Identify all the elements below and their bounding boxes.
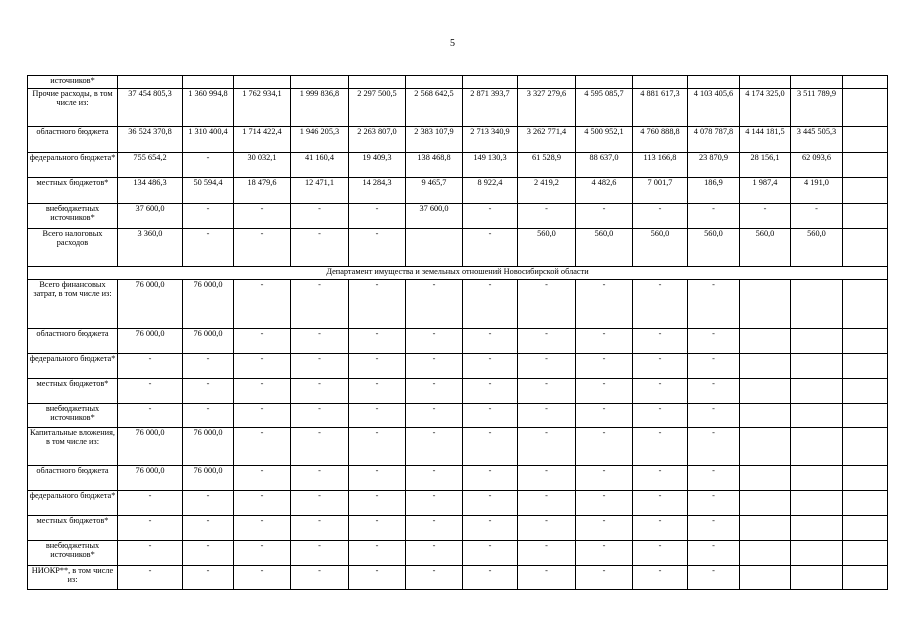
- row-label: областного бюджета: [28, 329, 118, 354]
- table-cell: -: [118, 354, 183, 379]
- table-cell: -: [688, 516, 740, 541]
- table-cell: -: [633, 491, 688, 516]
- table-row: [28, 229, 888, 267]
- table-row: [28, 178, 888, 204]
- table-cell: -: [463, 280, 518, 329]
- table-cell: 76 000,0: [118, 329, 183, 354]
- table-cell: [740, 541, 791, 566]
- table-cell: [843, 516, 888, 541]
- table-cell: -: [633, 404, 688, 428]
- table-cell: [791, 329, 843, 354]
- table-cell: 7 001,7: [633, 178, 688, 204]
- table-cell: -: [118, 516, 183, 541]
- table-row: [28, 566, 888, 590]
- table-cell: [791, 491, 843, 516]
- table-cell: -: [576, 280, 633, 329]
- row-label: местных бюджетов*: [28, 379, 118, 404]
- row-label: НИОКР**, в том числе из:: [28, 566, 118, 590]
- row-label: Прочие расходы, в том числе из:: [28, 89, 118, 127]
- row-label: федерального бюджета*: [28, 153, 118, 178]
- table-cell: 149 130,3: [463, 153, 518, 178]
- table-cell: -: [234, 329, 291, 354]
- table-cell: -: [183, 516, 234, 541]
- row-label: федерального бюджета*: [28, 491, 118, 516]
- table-cell: [291, 76, 349, 89]
- table-cell: [843, 229, 888, 267]
- row-label: внебюджетных источников*: [28, 541, 118, 566]
- row-label: Всего налоговых расходов: [28, 229, 118, 267]
- table-row: [28, 127, 888, 153]
- table-cell: -: [463, 566, 518, 590]
- department-header: Департамент имущества и земельных отношений Новосибирской области: [28, 267, 888, 280]
- table-cell: -: [291, 379, 349, 404]
- table-cell: 2 419,2: [518, 178, 576, 204]
- table-cell: -: [688, 541, 740, 566]
- table-row: [28, 280, 888, 329]
- table-cell: [843, 566, 888, 590]
- table-cell: -: [234, 379, 291, 404]
- table-cell: 23 870,9: [688, 153, 740, 178]
- table-cell: 3 327 279,6: [518, 89, 576, 127]
- table-cell: -: [234, 566, 291, 590]
- row-label: областного бюджета: [28, 466, 118, 491]
- table-cell: -: [688, 280, 740, 329]
- table-cell: [740, 280, 791, 329]
- table-cell: [791, 566, 843, 590]
- table-row: [28, 89, 888, 127]
- table-cell: 4 500 952,1: [576, 127, 633, 153]
- table-cell: 1 999 836,8: [291, 89, 349, 127]
- table-row: [28, 466, 888, 491]
- table-cell: 76 000,0: [118, 280, 183, 329]
- table-cell: 560,0: [576, 229, 633, 267]
- table-cell: -: [291, 566, 349, 590]
- table-cell: -: [791, 204, 843, 229]
- table-cell: -: [576, 491, 633, 516]
- table-cell: [791, 466, 843, 491]
- table-cell: -: [234, 491, 291, 516]
- table-cell: -: [234, 516, 291, 541]
- table-cell: -: [118, 491, 183, 516]
- table-cell: 9 465,7: [406, 178, 463, 204]
- table-cell: -: [406, 541, 463, 566]
- table-cell: 4 078 787,8: [688, 127, 740, 153]
- table-row: [28, 329, 888, 354]
- table-cell: [518, 76, 576, 89]
- row-label: местных бюджетов*: [28, 516, 118, 541]
- table-cell: 36 524 370,8: [118, 127, 183, 153]
- table-cell: -: [183, 566, 234, 590]
- table-cell: -: [406, 354, 463, 379]
- table-cell: [740, 354, 791, 379]
- table-cell: [843, 491, 888, 516]
- table-cell: 3 262 771,4: [518, 127, 576, 153]
- table-cell: 76 000,0: [118, 428, 183, 466]
- table-cell: -: [688, 329, 740, 354]
- table-cell: [843, 280, 888, 329]
- table-cell: -: [234, 466, 291, 491]
- department-block: [28, 280, 888, 590]
- table-cell: [740, 329, 791, 354]
- table-cell: 3 360,0: [118, 229, 183, 267]
- table-cell: -: [234, 354, 291, 379]
- table-cell: 18 479,6: [234, 178, 291, 204]
- table-row: [28, 541, 888, 566]
- table-cell: 8 922,4: [463, 178, 518, 204]
- table-cell: -: [576, 404, 633, 428]
- table-cell: -: [406, 428, 463, 466]
- table-cell: -: [118, 404, 183, 428]
- table-cell: [791, 76, 843, 89]
- table-cell: 4 191,0: [791, 178, 843, 204]
- table-cell: 560,0: [688, 229, 740, 267]
- table-cell: -: [349, 428, 406, 466]
- table-cell: [740, 404, 791, 428]
- table-cell: -: [576, 204, 633, 229]
- row-label: местных бюджетов*: [28, 178, 118, 204]
- budget-table: [27, 75, 888, 590]
- table-cell: -: [291, 280, 349, 329]
- table-cell: -: [518, 466, 576, 491]
- table-cell: 755 654,2: [118, 153, 183, 178]
- table-cell: -: [234, 404, 291, 428]
- table-cell: -: [118, 379, 183, 404]
- table-cell: [843, 204, 888, 229]
- table-cell: -: [576, 516, 633, 541]
- table-cell: -: [183, 541, 234, 566]
- table-cell: 37 600,0: [406, 204, 463, 229]
- table-cell: [791, 280, 843, 329]
- row-label: федерального бюджета*: [28, 354, 118, 379]
- table-cell: -: [349, 354, 406, 379]
- table-cell: -: [463, 516, 518, 541]
- table-cell: [843, 466, 888, 491]
- table-cell: [406, 76, 463, 89]
- table-cell: [463, 76, 518, 89]
- table-cell: -: [349, 566, 406, 590]
- row-label: внебюджетных источников*: [28, 204, 118, 229]
- table-cell: -: [183, 153, 234, 178]
- table-cell: 4 103 405,6: [688, 89, 740, 127]
- row-label: источников*: [28, 76, 118, 89]
- table-cell: -: [688, 466, 740, 491]
- table-cell: [843, 178, 888, 204]
- table-cell: -: [518, 354, 576, 379]
- table-cell: -: [518, 204, 576, 229]
- table-cell: 186,9: [688, 178, 740, 204]
- table-cell: -: [183, 491, 234, 516]
- table-row: [28, 76, 888, 89]
- table-cell: -: [349, 516, 406, 541]
- table-cell: -: [518, 516, 576, 541]
- table-cell: [843, 127, 888, 153]
- table-cell: [791, 379, 843, 404]
- table-cell: -: [406, 280, 463, 329]
- table-cell: -: [688, 379, 740, 404]
- table-cell: -: [688, 428, 740, 466]
- table-cell: [740, 491, 791, 516]
- table-cell: -: [406, 404, 463, 428]
- table-cell: 76 000,0: [118, 466, 183, 491]
- table-cell: [843, 153, 888, 178]
- table-cell: -: [633, 428, 688, 466]
- table-cell: -: [349, 280, 406, 329]
- row-label: внебюджетных источников*: [28, 404, 118, 428]
- table-cell: -: [518, 280, 576, 329]
- table-cell: -: [688, 491, 740, 516]
- table-cell: -: [234, 541, 291, 566]
- table-cell: 41 160,4: [291, 153, 349, 178]
- table-cell: -: [291, 329, 349, 354]
- table-cell: -: [576, 329, 633, 354]
- table-cell: -: [633, 354, 688, 379]
- table-cell: -: [349, 229, 406, 267]
- table-cell: -: [576, 566, 633, 590]
- table-cell: -: [633, 541, 688, 566]
- table-cell: 12 471,1: [291, 178, 349, 204]
- table-cell: [740, 466, 791, 491]
- table-cell: [843, 379, 888, 404]
- table-cell: -: [234, 428, 291, 466]
- table-cell: -: [633, 280, 688, 329]
- table-cell: -: [576, 354, 633, 379]
- table-cell: 4 144 181,5: [740, 127, 791, 153]
- table-cell: -: [518, 329, 576, 354]
- table-cell: -: [740, 204, 791, 229]
- table-cell: -: [463, 329, 518, 354]
- table-cell: [118, 76, 183, 89]
- table-cell: -: [463, 466, 518, 491]
- table-cell: [234, 76, 291, 89]
- table-cell: -: [183, 404, 234, 428]
- table-cell: -: [633, 466, 688, 491]
- table-cell: -: [406, 329, 463, 354]
- table-cell: -: [463, 379, 518, 404]
- table-cell: -: [406, 516, 463, 541]
- table-cell: 4 760 888,8: [633, 127, 688, 153]
- table-cell: -: [291, 466, 349, 491]
- table-cell: [740, 516, 791, 541]
- table-cell: [843, 354, 888, 379]
- table-cell: -: [518, 566, 576, 590]
- table-cell: 37 454 805,3: [118, 89, 183, 127]
- table-cell: 134 486,3: [118, 178, 183, 204]
- table-cell: [791, 516, 843, 541]
- table-cell: -: [463, 428, 518, 466]
- table-cell: -: [633, 329, 688, 354]
- table-cell: -: [633, 204, 688, 229]
- table-cell: 14 284,3: [349, 178, 406, 204]
- table-cell: 1 360 994,8: [183, 89, 234, 127]
- table-cell: -: [633, 566, 688, 590]
- table-cell: -: [291, 541, 349, 566]
- expenses-block: [28, 76, 888, 267]
- table-cell: -: [349, 541, 406, 566]
- table-cell: 76 000,0: [183, 329, 234, 354]
- table-cell: 4 174 325,0: [740, 89, 791, 127]
- page-number: 5: [450, 38, 455, 49]
- table-cell: 560,0: [633, 229, 688, 267]
- table-cell: -: [291, 516, 349, 541]
- table-cell: -: [576, 379, 633, 404]
- table-cell: [843, 329, 888, 354]
- table-cell: [740, 76, 791, 89]
- table-cell: -: [349, 329, 406, 354]
- table-cell: [688, 76, 740, 89]
- row-label: Капитальные вложения, в том числе из:: [28, 428, 118, 466]
- table-cell: -: [576, 428, 633, 466]
- table-cell: 113 166,8: [633, 153, 688, 178]
- table-cell: -: [406, 491, 463, 516]
- table-cell: [791, 354, 843, 379]
- table-cell: -: [183, 379, 234, 404]
- table-cell: -: [234, 204, 291, 229]
- table-cell: [843, 76, 888, 89]
- table-cell: 4 595 085,7: [576, 89, 633, 127]
- table-row: [28, 204, 888, 229]
- table-cell: 88 637,0: [576, 153, 633, 178]
- table-cell: -: [518, 491, 576, 516]
- table-cell: 560,0: [518, 229, 576, 267]
- table-row: [28, 354, 888, 379]
- table-cell: [791, 404, 843, 428]
- table-cell: 50 594,4: [183, 178, 234, 204]
- table-cell: -: [688, 204, 740, 229]
- table-cell: [843, 428, 888, 466]
- table-cell: 560,0: [740, 229, 791, 267]
- table-cell: -: [291, 229, 349, 267]
- table-cell: -: [291, 491, 349, 516]
- table-cell: -: [518, 428, 576, 466]
- table-row: [28, 153, 888, 178]
- table-cell: -: [118, 566, 183, 590]
- table-cell: [576, 76, 633, 89]
- table-cell: 62 093,6: [791, 153, 843, 178]
- table-cell: [633, 76, 688, 89]
- table-cell: 4 881 617,3: [633, 89, 688, 127]
- table-cell: -: [349, 466, 406, 491]
- table-cell: -: [234, 280, 291, 329]
- table-cell: -: [576, 466, 633, 491]
- table-cell: 2 871 393,7: [463, 89, 518, 127]
- table-cell: 76 000,0: [183, 466, 234, 491]
- table-cell: -: [291, 404, 349, 428]
- table-cell: -: [518, 541, 576, 566]
- table-cell: 61 528,9: [518, 153, 576, 178]
- table-cell: [740, 379, 791, 404]
- table-cell: 19 409,3: [349, 153, 406, 178]
- table-cell: -: [463, 491, 518, 516]
- table-cell: [843, 89, 888, 127]
- table-cell: -: [183, 204, 234, 229]
- table-cell: 1 762 934,1: [234, 89, 291, 127]
- table-cell: 2 263 807,0: [349, 127, 406, 153]
- table-cell: [740, 428, 791, 466]
- table-cell: -: [633, 379, 688, 404]
- table-cell: -: [349, 491, 406, 516]
- table-cell: 4 482,6: [576, 178, 633, 204]
- table-cell: -: [518, 379, 576, 404]
- table-cell: -: [291, 428, 349, 466]
- table-cell: 560,0: [791, 229, 843, 267]
- table-cell: -: [463, 204, 518, 229]
- table-cell: -: [463, 354, 518, 379]
- table-cell: -: [183, 229, 234, 267]
- table-cell: [349, 76, 406, 89]
- table-cell: -: [688, 354, 740, 379]
- table-cell: 1 987,4: [740, 178, 791, 204]
- row-label: Всего финансовых затрат, в том числе из:: [28, 280, 118, 329]
- table-cell: 3 445 505,3: [791, 127, 843, 153]
- table-cell: -: [183, 354, 234, 379]
- table-cell: -: [349, 404, 406, 428]
- table-cell: -: [349, 379, 406, 404]
- table-cell: [406, 229, 463, 267]
- table-cell: -: [349, 204, 406, 229]
- table-row: [28, 491, 888, 516]
- table-cell: -: [463, 404, 518, 428]
- table-cell: [843, 404, 888, 428]
- table-cell: 138 468,8: [406, 153, 463, 178]
- table-cell: 3 511 789,9: [791, 89, 843, 127]
- table-cell: 2 568 642,5: [406, 89, 463, 127]
- table-cell: -: [576, 541, 633, 566]
- table-cell: -: [463, 229, 518, 267]
- table-cell: [791, 428, 843, 466]
- table-cell: [791, 541, 843, 566]
- table-cell: -: [688, 404, 740, 428]
- table-cell: [740, 566, 791, 590]
- table-cell: -: [406, 566, 463, 590]
- table-cell: -: [518, 404, 576, 428]
- table-cell: -: [234, 229, 291, 267]
- table-cell: 76 000,0: [183, 280, 234, 329]
- table-cell: -: [406, 379, 463, 404]
- table-cell: [843, 541, 888, 566]
- table-cell: -: [118, 541, 183, 566]
- table-cell: 37 600,0: [118, 204, 183, 229]
- table-row: [28, 516, 888, 541]
- table-cell: 1 714 422,4: [234, 127, 291, 153]
- row-label: областного бюджета: [28, 127, 118, 153]
- table-row: [28, 428, 888, 466]
- table-cell: -: [291, 354, 349, 379]
- table-cell: 30 032,1: [234, 153, 291, 178]
- table-cell: [183, 76, 234, 89]
- table-cell: 28 156,1: [740, 153, 791, 178]
- table-cell: -: [406, 466, 463, 491]
- table-cell: 2 383 107,9: [406, 127, 463, 153]
- table-cell: 2 297 500,5: [349, 89, 406, 127]
- table-cell: 2 713 340,9: [463, 127, 518, 153]
- table-cell: -: [463, 541, 518, 566]
- table-cell: 1 310 400,4: [183, 127, 234, 153]
- table-row: [28, 379, 888, 404]
- table-row: [28, 404, 888, 428]
- table-cell: -: [688, 566, 740, 590]
- table-cell: 1 946 205,3: [291, 127, 349, 153]
- table-cell: 76 000,0: [183, 428, 234, 466]
- table-cell: -: [633, 516, 688, 541]
- table-cell: -: [291, 204, 349, 229]
